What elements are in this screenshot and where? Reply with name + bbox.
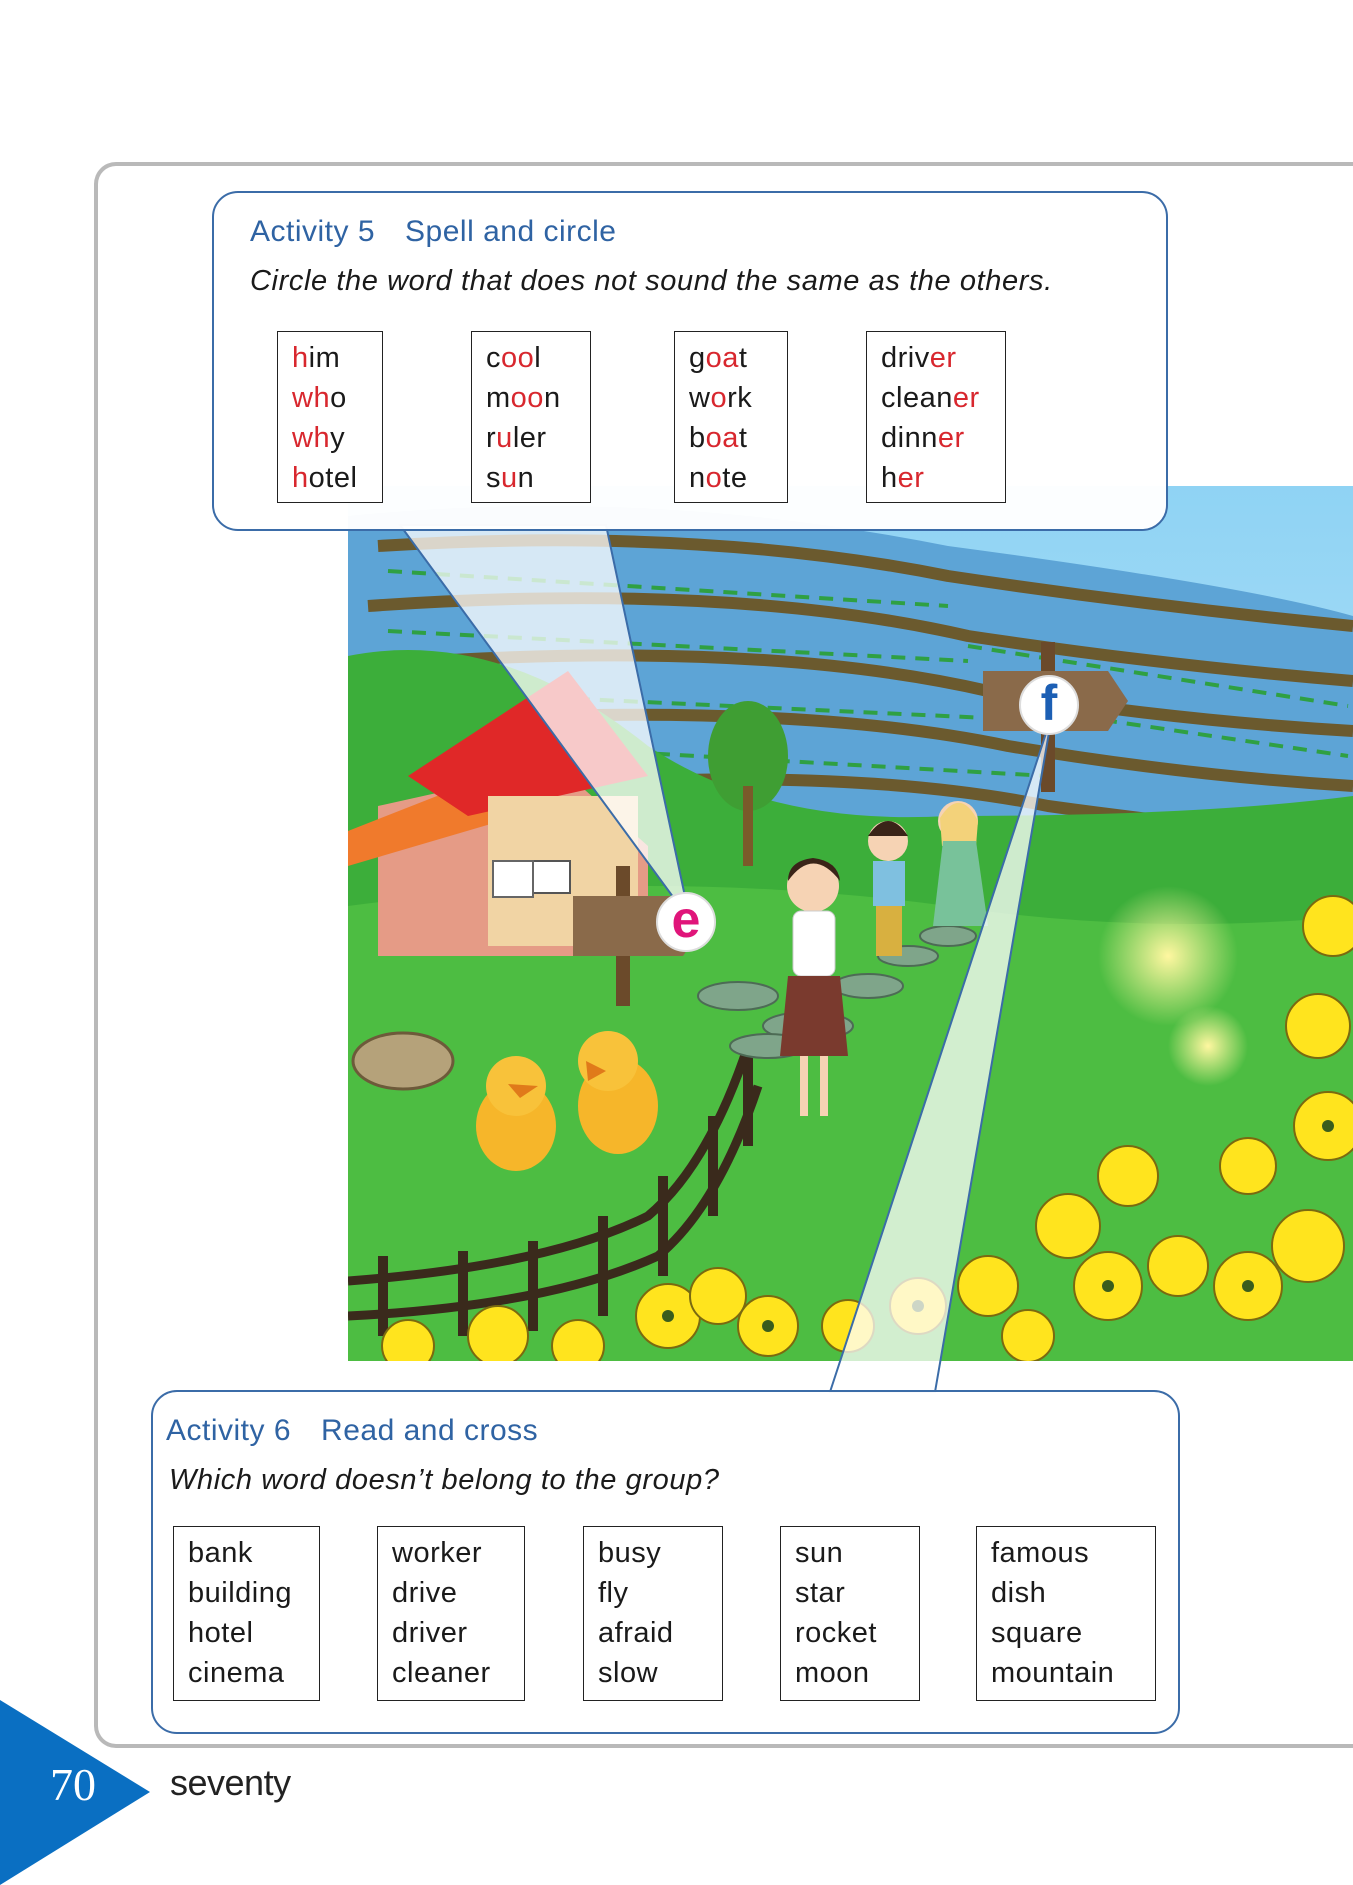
activity6-word[interactable]: mountain <box>991 1657 1115 1689</box>
activity6-word[interactable]: famous <box>991 1537 1090 1569</box>
activity6-word[interactable]: moon <box>795 1657 870 1689</box>
word-part: h <box>881 462 898 494</box>
activity6-instruction: Which word doesn’t belong to the group? <box>169 1464 720 1496</box>
activity5-word[interactable] <box>881 418 1005 458</box>
activity5-word[interactable] <box>292 458 382 498</box>
highlighted-letters: h <box>292 462 309 494</box>
activity5-title: Spell and circle <box>405 215 617 248</box>
activity5-panel <box>212 191 1168 531</box>
word-part: b <box>689 422 706 454</box>
activity5-word[interactable] <box>292 338 382 378</box>
highlighted-letters: o <box>710 382 728 414</box>
activity6-word[interactable]: fly <box>598 1577 629 1609</box>
word-part: t <box>738 342 748 374</box>
word-part: n <box>543 382 561 414</box>
word-part: o <box>330 382 347 414</box>
highlighted-letters: er <box>897 462 925 494</box>
highlighted-letters: wh <box>292 382 331 414</box>
word-part: driv <box>881 342 930 374</box>
activity6-word[interactable]: drive <box>392 1577 458 1609</box>
activity5-word-box <box>674 331 788 503</box>
activity6-number: Activity 6 <box>166 1414 292 1447</box>
word-part: t <box>738 422 748 454</box>
activity6-word[interactable]: afraid <box>598 1617 674 1649</box>
activity6-word[interactable]: dish <box>991 1577 1047 1609</box>
word-part: im <box>308 342 341 374</box>
word-part: clean <box>881 382 953 414</box>
activity5-word[interactable] <box>486 338 590 378</box>
activity5-word[interactable] <box>689 338 787 378</box>
highlighted-letters: wh <box>292 422 331 454</box>
marker-e-icon: e <box>671 891 701 949</box>
highlighted-letters: oo <box>510 382 544 414</box>
activity5-word[interactable] <box>486 378 590 418</box>
word-part: n <box>517 462 535 494</box>
activity6-word[interactable]: bank <box>188 1537 253 1569</box>
word-part: ler <box>512 422 547 454</box>
highlighted-letters: er <box>937 422 965 454</box>
activity6-word-box <box>583 1526 723 1701</box>
activity6-word[interactable]: star <box>795 1577 846 1609</box>
highlighted-letters: er <box>929 342 957 374</box>
word-part: l <box>534 342 542 374</box>
activity5-word[interactable] <box>689 378 787 418</box>
word-part: w <box>689 382 711 414</box>
word-part: rk <box>727 382 753 414</box>
word-part: m <box>486 382 511 414</box>
activity5-number: Activity 5 <box>250 215 376 248</box>
word-part: dinn <box>881 422 938 454</box>
activity6-word[interactable]: worker <box>392 1537 483 1569</box>
word-part: te <box>722 462 748 494</box>
word-part: y <box>330 422 346 454</box>
activity5-word[interactable] <box>292 378 382 418</box>
highlighted-letters: oa <box>705 422 739 454</box>
activity5-word-box <box>866 331 1006 503</box>
activity5-word-box <box>471 331 591 503</box>
activity5-word-box <box>277 331 383 503</box>
word-part: n <box>689 462 706 494</box>
word-part: g <box>689 342 706 374</box>
activity5-word[interactable] <box>486 458 590 498</box>
activity6-title: Read and cross <box>321 1414 539 1447</box>
highlighted-letters: oa <box>705 342 739 374</box>
activity6-word[interactable]: driver <box>392 1617 468 1649</box>
highlighted-letters: u <box>501 462 518 494</box>
word-part: otel <box>308 462 358 494</box>
word-part: c <box>486 342 501 374</box>
activity6-word[interactable]: cinema <box>188 1657 285 1689</box>
highlighted-letters: oo <box>501 342 535 374</box>
activity6-word[interactable]: busy <box>598 1537 662 1569</box>
highlighted-letters: er <box>952 382 980 414</box>
activity6-word[interactable]: square <box>991 1617 1083 1649</box>
page-word: seventy <box>170 1762 291 1803</box>
activity5-word[interactable] <box>881 378 1005 418</box>
highlighted-letters: h <box>292 342 309 374</box>
activity6-word[interactable]: sun <box>795 1537 844 1569</box>
highlighted-letters: u <box>496 422 513 454</box>
activity6-word-box <box>976 1526 1156 1701</box>
word-part: r <box>486 422 497 454</box>
activity6-word[interactable]: slow <box>598 1657 659 1689</box>
activity5-heading <box>250 215 616 249</box>
page-number: 70 <box>50 1759 96 1810</box>
activity6-word-box <box>377 1526 525 1701</box>
marker-f-icon: f <box>1040 675 1058 731</box>
highlighted-letters: o <box>705 462 723 494</box>
activity6-word-box <box>173 1526 320 1701</box>
activity5-word[interactable] <box>292 418 382 458</box>
activity5-word[interactable] <box>486 418 590 458</box>
activity6-panel <box>151 1390 1180 1734</box>
activity5-word[interactable] <box>689 418 787 458</box>
activity5-word[interactable] <box>881 458 1005 498</box>
activity5-instruction: Circle the word that does not sound the same as the others. <box>250 265 1053 297</box>
activity6-word[interactable]: rocket <box>795 1617 877 1649</box>
activity5-word[interactable] <box>689 458 787 498</box>
activity6-word-box <box>780 1526 920 1701</box>
word-part: s <box>486 462 501 494</box>
activity6-word[interactable]: hotel <box>188 1617 254 1649</box>
activity6-heading <box>166 1414 538 1448</box>
activity6-word[interactable]: cleaner <box>392 1657 491 1689</box>
activity6-word[interactable]: building <box>188 1577 292 1609</box>
activity5-word[interactable] <box>881 338 1005 378</box>
